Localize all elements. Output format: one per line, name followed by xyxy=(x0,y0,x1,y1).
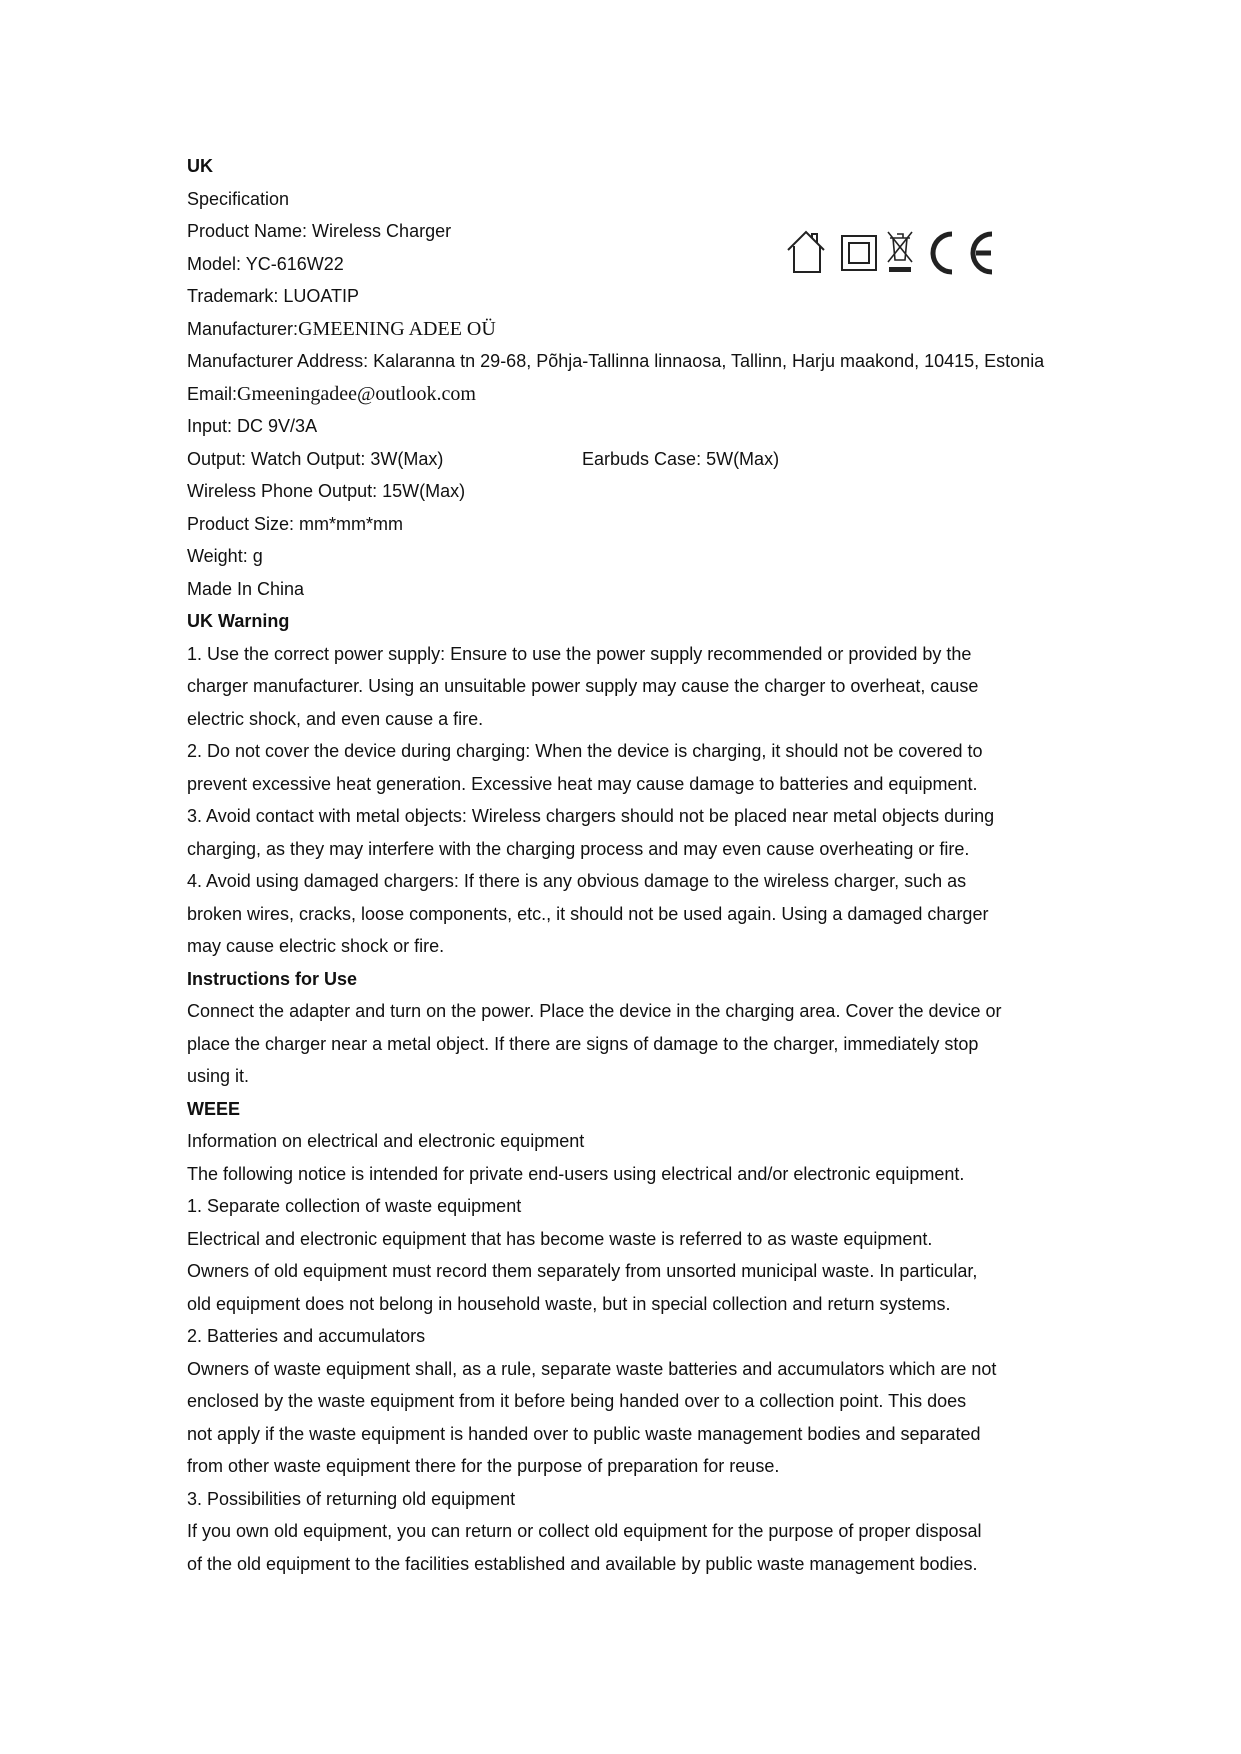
origin: Made In China xyxy=(187,578,305,599)
warning-line: 3. Avoid contact with metal objects: Wireless chargers should not be placed near metal objects during xyxy=(187,806,995,826)
output-rating xyxy=(187,443,1107,476)
weee-line: enclosed by the waste equipment from it before being handed over to a collection point. This does xyxy=(187,1391,967,1411)
warning-line: charging, as they may interfere with the charging process and may even cause overheating or fire. xyxy=(187,838,970,859)
manufacturer-name: GMEENING ADEE OÜ xyxy=(298,317,496,340)
product-name: Product Name: Wireless Charger xyxy=(187,221,452,241)
warning-line: electric shock, and even cause a fire. xyxy=(187,708,484,729)
weee-crossed-bin-icon xyxy=(888,232,912,272)
manufacturer xyxy=(187,313,1107,346)
watch-output: Output: Watch Output: 3W(Max) xyxy=(187,448,444,469)
phone-output: Wireless Phone Output: 15W(Max) xyxy=(187,481,466,501)
instructions-body xyxy=(187,995,1107,1093)
specification-label: Specification xyxy=(187,188,290,209)
warning-body xyxy=(187,638,1107,963)
double-insulation-icon xyxy=(842,236,876,270)
weee-line: If you own old equipment, you can return or collect old equipment for the purpose of proper disposal xyxy=(187,1521,982,1541)
warning-line: 2. Do not cover the device during charging: When the device is charging, it should not be covered to xyxy=(187,741,983,761)
model: Model: YC-616W22 xyxy=(187,253,344,274)
trademark: Trademark: LUOATIP xyxy=(187,286,360,306)
manufacturer-label: Manufacturer: xyxy=(187,318,299,339)
warning-line: may cause electric shock or fire. xyxy=(187,936,445,956)
region-heading: UK xyxy=(187,156,213,176)
warning-heading: UK Warning xyxy=(187,611,290,631)
instructions-line: place the charger near a metal object. If there are signs of damage to the charger, immediately stop xyxy=(187,1033,979,1054)
weee-line: from other waste equipment there for the purpose of preparation for reuse. xyxy=(187,1456,780,1476)
weee-body xyxy=(187,1125,1107,1580)
weee-line: 3. Possibilities of returning old equipment xyxy=(187,1488,516,1509)
instructions-line: using it. xyxy=(187,1066,250,1086)
weee-line: not apply if the waste equipment is handed over to public waste management bodies and separated xyxy=(187,1423,981,1444)
instructions-heading: Instructions for Use xyxy=(187,968,358,989)
email-label: Email: xyxy=(187,383,238,404)
product-size: Product Size: mm*mm*mm xyxy=(187,513,404,534)
warning-line: prevent excessive heat generation. Excessive heat may cause damage to batteries and equipment. xyxy=(187,773,978,794)
indoor-use-house-icon xyxy=(788,232,824,272)
weee-line: Owners of old equipment must record them separately from unsorted municipal waste. In particular, xyxy=(187,1261,978,1281)
email-value: Gmeeningadee@outlook.com xyxy=(237,382,476,405)
warning-line: 1. Use the correct power supply: Ensure to use the power supply recommended or provided by the xyxy=(187,643,972,664)
instructions-line: Connect the adapter and turn on the power. Place the device in the charging area. Cover the device or xyxy=(187,1001,1002,1021)
document-page xyxy=(187,150,1107,1580)
manufacturer-address: Manufacturer Address: Kalaranna tn 29-68, Põhja-Tallinna linnaosa, Tallinn, Harju maakond, 10415, Estonia xyxy=(187,351,1045,371)
ce-mark-icon xyxy=(933,234,992,272)
weee-line: old equipment does not belong in household waste, but in special collection and return systems. xyxy=(187,1293,951,1314)
weee-heading: WEEE xyxy=(187,1098,241,1119)
weee-line: Information on electrical and electronic equipment xyxy=(187,1131,585,1151)
input-rating: Input: DC 9V/3A xyxy=(187,416,318,436)
weee-line: Electrical and electronic equipment that has become waste is referred to as waste equipment. xyxy=(187,1228,933,1249)
earbuds-output: Earbuds Case: 5W(Max) xyxy=(582,448,780,469)
weee-line: of the old equipment to the facilities established and available by public waste management bodies. xyxy=(187,1553,978,1574)
warning-line: 4. Avoid using damaged chargers: If there is any obvious damage to the wireless charger, such as xyxy=(187,871,967,891)
weee-line: 2. Batteries and accumulators xyxy=(187,1326,426,1346)
email xyxy=(187,378,1107,411)
warning-line: broken wires, cracks, loose components, etc., it should not be used again. Using a damaged charger xyxy=(187,903,989,924)
warning-line: charger manufacturer. Using an unsuitable power supply may cause the charger to overheat, cause xyxy=(187,676,979,696)
weee-line: 1. Separate collection of waste equipment xyxy=(187,1196,522,1216)
weight: Weight: g xyxy=(187,546,263,566)
weee-line: The following notice is intended for private end-users using electrical and/or electronic equipment. xyxy=(187,1163,965,1184)
weee-line: Owners of waste equipment shall, as a rule, separate waste batteries and accumulators which are not xyxy=(187,1358,997,1379)
certification-marks xyxy=(786,228,1016,278)
